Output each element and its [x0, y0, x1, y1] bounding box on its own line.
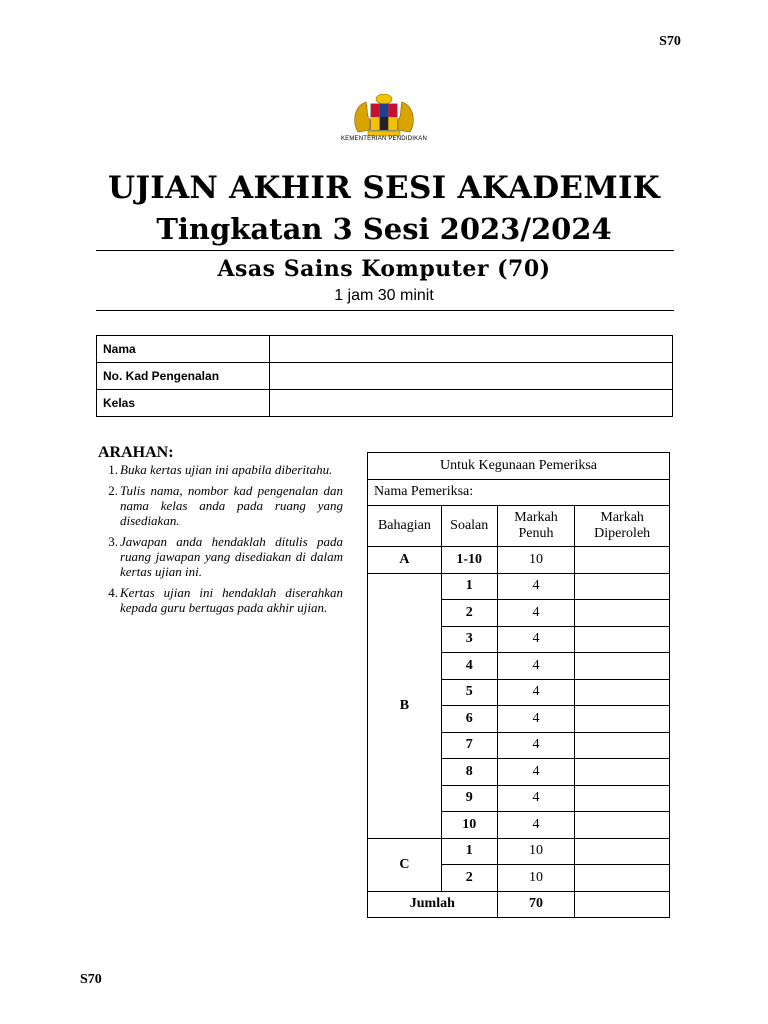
- instruction-item: [98, 585, 343, 615]
- question-number: 4: [441, 653, 497, 680]
- question-number: 2: [441, 600, 497, 627]
- header-full-marks: Markah Penuh: [497, 506, 575, 547]
- total-marks-obtained[interactable]: [575, 891, 670, 918]
- marks-obtained-cell[interactable]: [575, 600, 670, 627]
- instructions-list: [98, 462, 343, 621]
- instruction-text: Buka kertas ujian ini apabila diberitahu.: [120, 462, 333, 477]
- full-marks-cell: 4: [497, 732, 575, 759]
- examiner-name-field[interactable]: Nama Pemeriksa:: [368, 479, 670, 506]
- question-number: 7: [441, 732, 497, 759]
- instructions-heading: ARAHAN:: [98, 444, 174, 461]
- full-marks-cell: 4: [497, 626, 575, 653]
- paper-code-top: S70: [659, 34, 681, 49]
- marks-obtained-cell[interactable]: [575, 706, 670, 733]
- marks-row: [368, 838, 670, 865]
- question-number: 9: [441, 785, 497, 812]
- marks-obtained-cell[interactable]: [575, 679, 670, 706]
- candidate-row-name: [97, 336, 673, 363]
- full-marks-cell: 4: [497, 600, 575, 627]
- instruction-text: Kertas ujian ini hendaklah diserahkan kepada guru bertugas pada akhir ujian.: [120, 585, 343, 615]
- candidate-field-label: Kelas: [97, 390, 270, 417]
- candidate-row-ic: [97, 363, 673, 390]
- full-marks-cell: 4: [497, 653, 575, 680]
- exam-subtitle: Tingkatan 3 Sesi 2023/2024: [156, 212, 612, 246]
- section-label: C: [368, 838, 442, 891]
- subject-title: Asas Sains Komputer (70): [217, 256, 551, 282]
- instruction-item: [98, 483, 343, 528]
- header-section: Bahagian: [368, 506, 442, 547]
- marks-obtained-cell[interactable]: [575, 865, 670, 892]
- question-number: 1-10: [441, 547, 497, 574]
- total-full-marks: 70: [497, 891, 575, 918]
- marks-row: [368, 547, 670, 574]
- paper-code-bottom: S70: [80, 972, 102, 987]
- total-row: [368, 891, 670, 918]
- instruction-item: [98, 534, 343, 579]
- candidate-ic-field[interactable]: [270, 363, 673, 390]
- full-marks-cell: 4: [497, 706, 575, 733]
- marks-obtained-cell[interactable]: [575, 759, 670, 786]
- section-label: B: [368, 573, 442, 838]
- marks-obtained-cell[interactable]: [575, 812, 670, 839]
- candidate-name-field[interactable]: [270, 336, 673, 363]
- total-label: Jumlah: [368, 891, 498, 918]
- examiner-table: [367, 452, 670, 918]
- marks-obtained-cell[interactable]: [575, 547, 670, 574]
- instruction-number: 2.: [108, 483, 118, 498]
- question-number: 5: [441, 679, 497, 706]
- exam-duration: 1 jam 30 minit: [334, 287, 434, 304]
- marks-obtained-cell[interactable]: [575, 573, 670, 600]
- marks-obtained-cell[interactable]: [575, 785, 670, 812]
- marks-obtained-cell[interactable]: [575, 838, 670, 865]
- instruction-item: [98, 462, 343, 477]
- full-marks-cell: 4: [497, 759, 575, 786]
- examiner-table-title: Untuk Kegunaan Pemeriksa: [368, 453, 670, 480]
- marks-obtained-cell[interactable]: [575, 626, 670, 653]
- header-question: Soalan: [441, 506, 497, 547]
- marks-obtained-cell[interactable]: [575, 653, 670, 680]
- full-marks-cell: 10: [497, 547, 575, 574]
- question-number: 1: [441, 838, 497, 865]
- question-number: 8: [441, 759, 497, 786]
- candidate-class-field[interactable]: [270, 390, 673, 417]
- full-marks-cell: 10: [497, 838, 575, 865]
- question-number: 3: [441, 626, 497, 653]
- malaysia-crest-icon: [344, 92, 424, 138]
- section-label: A: [368, 547, 442, 574]
- header-marks-obtained: Markah Diperoleh: [575, 506, 670, 547]
- instruction-number: 3.: [108, 534, 118, 549]
- instruction-text: Tulis nama, nombor kad pengenalan dan nama kelas anda pada ruang yang disediakan.: [120, 483, 343, 528]
- candidate-info-table: [96, 335, 673, 417]
- candidate-field-label: Nama: [97, 336, 270, 363]
- marks-row: [368, 573, 670, 600]
- divider-bottom: [96, 310, 674, 311]
- question-number: 10: [441, 812, 497, 839]
- candidate-field-label: No. Kad Pengenalan: [97, 363, 270, 390]
- divider-top: [96, 250, 674, 251]
- question-number: 6: [441, 706, 497, 733]
- question-number: 1: [441, 573, 497, 600]
- examiner-table-body: [368, 453, 670, 918]
- candidate-row-class: [97, 390, 673, 417]
- exam-title: UJIAN AKHIR SESI AKADEMIK: [108, 170, 660, 206]
- instruction-number: 4.: [108, 585, 118, 600]
- full-marks-cell: 4: [497, 573, 575, 600]
- instruction-number: 1.: [108, 462, 118, 477]
- question-number: 2: [441, 865, 497, 892]
- marks-obtained-cell[interactable]: [575, 732, 670, 759]
- full-marks-cell: 4: [497, 679, 575, 706]
- crest-caption: KEMENTERIAN PENDIDIKAN: [340, 136, 428, 142]
- full-marks-cell: 4: [497, 785, 575, 812]
- full-marks-cell: 10: [497, 865, 575, 892]
- full-marks-cell: 4: [497, 812, 575, 839]
- instruction-text: Jawapan anda hendaklah ditulis pada ruang jawapan yang disediakan di dalam kertas ujian ini.: [120, 534, 343, 579]
